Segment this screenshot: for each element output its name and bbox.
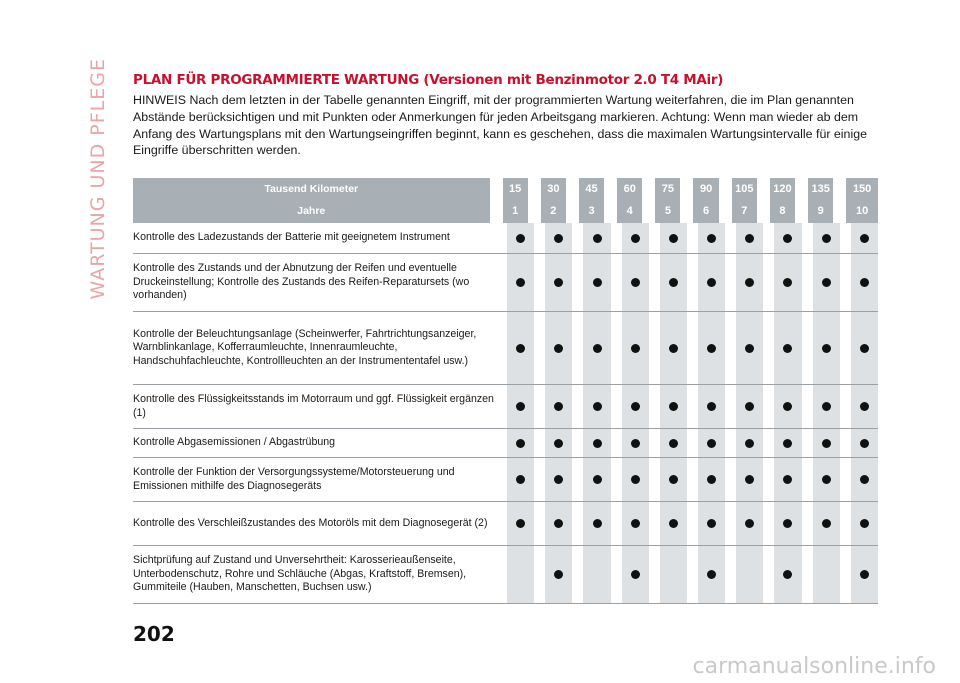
interval-cell xyxy=(534,546,572,604)
check-dot-icon xyxy=(516,344,525,353)
task-description: Kontrolle des Ladezustands der Batterie mit geeignetem Instrument xyxy=(133,223,496,254)
check-dot-icon xyxy=(669,519,678,528)
interval-year: 2 xyxy=(550,205,557,217)
interval-km: 45 xyxy=(585,183,598,195)
interval-column-shade xyxy=(813,254,840,311)
check-dot-icon xyxy=(745,439,754,448)
interval-column-shade xyxy=(622,502,649,545)
interval-cell xyxy=(649,429,687,458)
check-dot-icon xyxy=(593,234,602,243)
check-dot-icon xyxy=(860,475,869,484)
interval-cell xyxy=(534,458,572,502)
interval-column-shade xyxy=(851,546,878,603)
interval-year: 4 xyxy=(626,205,633,217)
interval-year: 5 xyxy=(664,205,671,217)
interval-column-shade xyxy=(545,546,572,603)
check-dot-icon xyxy=(516,519,525,528)
interval-column-shade xyxy=(851,312,878,384)
check-dot-icon xyxy=(593,402,602,411)
check-dot-icon xyxy=(631,439,640,448)
interval-header-3 xyxy=(572,178,610,223)
interval-header-1 xyxy=(496,178,534,223)
check-dot-icon xyxy=(593,475,602,484)
interval-column-shade xyxy=(622,312,649,384)
interval-cell xyxy=(725,458,763,502)
check-dot-icon xyxy=(707,402,716,411)
interval-cell xyxy=(840,385,878,429)
check-dot-icon xyxy=(554,475,563,484)
task-description: Sichtprüfung auf Zustand und Unversehrtheit: Karosserieaußenseite, Unterbodenschutz, Rohre und Schläuche (Abgas, Kraftstoff, Bremsen), Gummiteile (Hauben, Manschetten, Buchsen usw.) xyxy=(133,546,496,604)
check-dot-icon xyxy=(707,278,716,287)
interval-year: 6 xyxy=(703,205,710,217)
interval-column-shade xyxy=(774,254,801,311)
check-dot-icon xyxy=(860,519,869,528)
interval-cell xyxy=(572,254,610,312)
watermark: carmanualsonline.info xyxy=(692,654,936,679)
check-dot-icon xyxy=(516,402,525,411)
interval-cell xyxy=(802,254,840,312)
interval-column-shade xyxy=(736,458,763,501)
interval-cell xyxy=(763,458,801,502)
interval-year: 9 xyxy=(817,205,824,217)
interval-column-shade xyxy=(545,429,572,457)
interval-cell xyxy=(611,223,649,254)
interval-cell xyxy=(649,458,687,502)
interval-header-5 xyxy=(649,178,687,223)
interval-column-shade xyxy=(736,254,763,311)
interval-column-shade xyxy=(813,502,840,545)
interval-cell xyxy=(496,223,534,254)
interval-cell xyxy=(611,458,649,502)
check-dot-icon xyxy=(860,234,869,243)
check-dot-icon xyxy=(593,344,602,353)
interval-header-2 xyxy=(534,178,572,223)
interval-cell xyxy=(763,385,801,429)
interval-cell xyxy=(534,429,572,458)
interval-cell xyxy=(725,546,763,604)
interval-column-shade xyxy=(774,223,801,253)
check-dot-icon xyxy=(631,234,640,243)
interval-column-shade xyxy=(622,546,649,603)
interval-km: 15 xyxy=(509,183,522,195)
interval-column-shade xyxy=(660,254,687,311)
interval-cell xyxy=(802,429,840,458)
interval-header-7 xyxy=(725,178,763,223)
interval-cell xyxy=(840,312,878,385)
interval-cell xyxy=(572,502,610,546)
table-row xyxy=(133,254,878,312)
interval-cell xyxy=(687,502,725,546)
interval-cell xyxy=(496,546,534,604)
interval-cell xyxy=(725,254,763,312)
interval-column-shade xyxy=(622,385,649,428)
check-dot-icon xyxy=(631,475,640,484)
interval-cell xyxy=(572,223,610,254)
interval-cell xyxy=(763,312,801,385)
check-dot-icon xyxy=(745,278,754,287)
interval-header-10 xyxy=(840,178,878,223)
interval-column-shade xyxy=(545,502,572,545)
interval-km: 60 xyxy=(623,183,636,195)
interval-cell xyxy=(534,385,572,429)
interval-column-shade xyxy=(698,312,725,384)
interval-column-shade xyxy=(698,502,725,545)
check-dot-icon xyxy=(631,519,640,528)
check-dot-icon xyxy=(516,278,525,287)
interval-column-shade xyxy=(622,254,649,311)
interval-column-shade xyxy=(813,458,840,501)
interval-column-shade xyxy=(622,458,649,501)
check-dot-icon xyxy=(631,278,640,287)
interval-cell xyxy=(611,546,649,604)
table-row xyxy=(133,429,878,458)
interval-column-shade xyxy=(698,385,725,428)
check-dot-icon xyxy=(783,475,792,484)
check-dot-icon xyxy=(745,402,754,411)
interval-cell xyxy=(611,502,649,546)
interval-column-shade xyxy=(851,429,878,457)
interval-cell xyxy=(572,429,610,458)
interval-column-shade xyxy=(622,429,649,457)
interval-cell xyxy=(572,312,610,385)
interval-cell xyxy=(802,385,840,429)
interval-column-shade xyxy=(660,223,687,253)
interval-cell xyxy=(534,502,572,546)
check-dot-icon xyxy=(669,234,678,243)
interval-column-shade xyxy=(698,458,725,501)
check-dot-icon xyxy=(822,278,831,287)
interval-column-shade xyxy=(622,223,649,253)
interval-cell xyxy=(840,546,878,604)
check-dot-icon xyxy=(783,234,792,243)
interval-cell xyxy=(725,312,763,385)
interval-column-shade xyxy=(507,502,534,545)
check-dot-icon xyxy=(631,344,640,353)
interval-cell xyxy=(802,458,840,502)
interval-column-shade xyxy=(736,502,763,545)
interval-cell xyxy=(534,312,572,385)
interval-cell xyxy=(534,223,572,254)
task-description: Kontrolle der Beleuchtungsanlage (Scheinwerfer, Fahrtrichtungsanzeiger, Warnblinkanlage, Kofferraumleuchte, Innenraumleuchte, Handschuhfachleuchte, Kontrollleuchten an der Instrumententafel usw.) xyxy=(133,312,496,385)
check-dot-icon xyxy=(783,439,792,448)
interval-column-shade xyxy=(698,546,725,603)
section-side-title xyxy=(78,60,118,300)
interval-cell xyxy=(572,458,610,502)
interval-year: 3 xyxy=(588,205,595,217)
check-dot-icon xyxy=(745,344,754,353)
check-dot-icon xyxy=(593,439,602,448)
interval-column-shade xyxy=(774,385,801,428)
interval-column-shade xyxy=(660,312,687,384)
interval-cell xyxy=(687,254,725,312)
interval-column-shade xyxy=(507,312,534,384)
interval-km: 150 xyxy=(852,183,872,195)
interval-column-shade xyxy=(583,385,610,428)
interval-column-shade xyxy=(545,385,572,428)
interval-column-shade xyxy=(660,385,687,428)
interval-header-9 xyxy=(802,178,840,223)
interval-column-shade xyxy=(736,429,763,457)
interval-cell xyxy=(649,385,687,429)
interval-column-shade xyxy=(851,458,878,501)
interval-column-shade xyxy=(851,385,878,428)
interval-km: 75 xyxy=(661,183,675,195)
check-dot-icon xyxy=(860,570,869,579)
interval-column-shade xyxy=(583,502,610,545)
interval-cell xyxy=(611,429,649,458)
interval-column-shade xyxy=(507,429,534,457)
interval-cell xyxy=(763,254,801,312)
check-dot-icon xyxy=(822,402,831,411)
check-dot-icon xyxy=(745,234,754,243)
check-dot-icon xyxy=(593,519,602,528)
check-dot-icon xyxy=(783,402,792,411)
interval-column-shade xyxy=(660,429,687,457)
header-label-cell xyxy=(133,178,496,223)
interval-km: 120 xyxy=(773,183,792,195)
interval-cell xyxy=(687,223,725,254)
check-dot-icon xyxy=(554,570,563,579)
check-dot-icon xyxy=(707,234,716,243)
table-row xyxy=(133,223,878,254)
interval-header-6 xyxy=(687,178,725,223)
interval-column-shade xyxy=(813,223,840,253)
check-dot-icon xyxy=(631,570,640,579)
table-header-row xyxy=(133,178,878,223)
interval-column-shade xyxy=(698,223,725,253)
interval-cell xyxy=(496,458,534,502)
table-row xyxy=(133,502,878,546)
interval-cell xyxy=(725,223,763,254)
interval-column-shade xyxy=(583,429,610,457)
check-dot-icon xyxy=(516,234,525,243)
interval-column-shade xyxy=(545,254,572,311)
interval-header-4 xyxy=(611,178,649,223)
interval-cell xyxy=(572,385,610,429)
interval-cell xyxy=(496,429,534,458)
interval-cell xyxy=(496,385,534,429)
interval-cell xyxy=(763,546,801,604)
interval-cell xyxy=(725,429,763,458)
interval-column-shade xyxy=(660,458,687,501)
interval-column-shade xyxy=(774,546,801,603)
interval-column-shade xyxy=(507,546,534,603)
check-dot-icon xyxy=(669,402,678,411)
interval-column-shade xyxy=(813,312,840,384)
task-description: Kontrolle Abgasemissionen / Abgastrübung xyxy=(133,429,496,458)
check-dot-icon xyxy=(822,519,831,528)
interval-cell xyxy=(649,546,687,604)
interval-cell xyxy=(840,254,878,312)
interval-cell xyxy=(687,385,725,429)
interval-column-shade xyxy=(736,223,763,253)
check-dot-icon xyxy=(707,570,716,579)
interval-column-shade xyxy=(660,546,687,603)
maintenance-table xyxy=(133,178,878,604)
page-title: PLAN FÜR PROGRAMMIERTE WARTUNG (Versionen mit Benzinmotor 2.0 T4 MAir) xyxy=(133,72,724,88)
interval-column-shade xyxy=(851,254,878,311)
task-description: Kontrolle des Verschleißzustandes des Motoröls mit dem Diagnosegerät (2) xyxy=(133,502,496,546)
interval-cell xyxy=(649,254,687,312)
section-side-title-text: WARTUNG UND PFLEGE xyxy=(87,58,109,300)
interval-cell xyxy=(840,429,878,458)
check-dot-icon xyxy=(593,278,602,287)
check-dot-icon xyxy=(860,344,869,353)
interval-year: 10 xyxy=(855,205,869,217)
interval-cell xyxy=(763,502,801,546)
check-dot-icon xyxy=(554,278,563,287)
interval-km: 90 xyxy=(699,183,713,195)
interval-column-shade xyxy=(736,546,763,603)
interval-column-shade xyxy=(813,429,840,457)
check-dot-icon xyxy=(631,402,640,411)
interval-column-shade xyxy=(507,458,534,501)
interval-column-shade xyxy=(545,312,572,384)
check-dot-icon xyxy=(554,439,563,448)
interval-cell xyxy=(802,502,840,546)
check-dot-icon xyxy=(783,570,792,579)
interval-cell xyxy=(649,223,687,254)
interval-column-shade xyxy=(736,312,763,384)
interval-cell xyxy=(802,312,840,385)
check-dot-icon xyxy=(822,475,831,484)
interval-cell xyxy=(802,546,840,604)
header-km-label: Tausend Kilometer xyxy=(264,183,359,195)
interval-cell xyxy=(763,429,801,458)
task-description: Kontrolle des Zustands und der Abnutzung der Reifen und eventuelle Druckeinstellung; Kontrolle des Zustands des Reifen-Reparatursets (wo vorhanden) xyxy=(133,254,496,312)
table-row xyxy=(133,546,878,604)
interval-column-shade xyxy=(583,546,610,603)
task-description: Kontrolle des Flüssigkeitsstands im Motorraum und ggf. Flüssigkeit ergänzen (1) xyxy=(133,385,496,429)
interval-column-shade xyxy=(583,223,610,253)
interval-cell xyxy=(840,502,878,546)
check-dot-icon xyxy=(783,344,792,353)
interval-cell xyxy=(572,546,610,604)
interval-cell xyxy=(725,502,763,546)
interval-column-shade xyxy=(507,223,534,253)
check-dot-icon xyxy=(707,439,716,448)
check-dot-icon xyxy=(822,439,831,448)
interval-cell xyxy=(496,502,534,546)
task-description: Kontrolle der Funktion der Versorgungssysteme/Motorsteuerung und Emissionen mithilfe des Diagnosegeräts xyxy=(133,458,496,502)
check-dot-icon xyxy=(860,278,869,287)
check-dot-icon xyxy=(707,475,716,484)
interval-column-shade xyxy=(583,458,610,501)
interval-column-shade xyxy=(774,502,801,545)
check-dot-icon xyxy=(516,475,525,484)
interval-cell xyxy=(611,312,649,385)
check-dot-icon xyxy=(822,344,831,353)
interval-column-shade xyxy=(507,385,534,428)
check-dot-icon xyxy=(783,519,792,528)
check-dot-icon xyxy=(554,402,563,411)
interval-cell xyxy=(534,254,572,312)
content xyxy=(133,72,878,159)
interval-year: 7 xyxy=(741,205,748,217)
interval-km: 30 xyxy=(547,183,560,195)
table-row xyxy=(133,312,878,385)
check-dot-icon xyxy=(669,344,678,353)
interval-column-shade xyxy=(545,458,572,501)
check-dot-icon xyxy=(669,439,678,448)
check-dot-icon xyxy=(707,519,716,528)
check-dot-icon xyxy=(860,402,869,411)
interval-cell xyxy=(687,458,725,502)
check-dot-icon xyxy=(554,519,563,528)
interval-cell xyxy=(611,254,649,312)
check-dot-icon xyxy=(745,475,754,484)
interval-column-shade xyxy=(774,312,801,384)
interval-column-shade xyxy=(813,546,840,603)
interval-column-shade xyxy=(813,385,840,428)
interval-cell xyxy=(687,546,725,604)
interval-column-shade xyxy=(698,429,725,457)
interval-column-shade xyxy=(583,312,610,384)
check-dot-icon xyxy=(783,278,792,287)
interval-cell xyxy=(840,458,878,502)
interval-column-shade xyxy=(851,502,878,545)
interval-cell xyxy=(725,385,763,429)
check-dot-icon xyxy=(554,344,563,353)
check-dot-icon xyxy=(669,475,678,484)
check-dot-icon xyxy=(707,344,716,353)
check-dot-icon xyxy=(860,439,869,448)
page-number: 202 xyxy=(133,622,175,646)
interval-cell xyxy=(649,502,687,546)
interval-header-8 xyxy=(763,178,801,223)
table-row xyxy=(133,458,878,502)
interval-column-shade xyxy=(698,254,725,311)
check-dot-icon xyxy=(822,234,831,243)
interval-cell xyxy=(649,312,687,385)
interval-column-shade xyxy=(545,223,572,253)
note-text: HINWEIS Nach dem letzten in der Tabelle genannten Eingriff, mit der programmierten Wartung weiterfahren, die im Plan genannten Abstände berücksichtigen und mit Punkten oder Anmerkungen für jeden Arbeitsgang markieren. Achtung: Wenn man wieder ab dem Anfang des Wartungsplans mit den Wartungseingriffen beginnt, kann es geschehen, dass die maximalen Wartungsintervalle für einige Eingriffe überschritten werden. xyxy=(133,93,867,158)
interval-cell xyxy=(840,223,878,254)
interval-cell xyxy=(611,385,649,429)
interval-cell xyxy=(496,254,534,312)
check-dot-icon xyxy=(745,519,754,528)
interval-cell xyxy=(496,312,534,385)
interval-km: 135 xyxy=(811,183,830,195)
header-years-label: Jahre xyxy=(297,205,326,217)
interval-year: 1 xyxy=(512,205,519,217)
table-body xyxy=(133,223,878,604)
interval-cell xyxy=(687,429,725,458)
interval-cell xyxy=(802,223,840,254)
interval-column-shade xyxy=(774,429,801,457)
interval-column-shade xyxy=(736,385,763,428)
interval-column-shade xyxy=(507,254,534,311)
interval-column-shade xyxy=(851,223,878,253)
interval-column-shade xyxy=(660,502,687,545)
interval-cell xyxy=(687,312,725,385)
table-row xyxy=(133,385,878,429)
check-dot-icon xyxy=(516,439,525,448)
interval-km: 105 xyxy=(735,183,754,195)
interval-column-shade xyxy=(583,254,610,311)
interval-year: 8 xyxy=(779,205,786,217)
check-dot-icon xyxy=(669,278,678,287)
interval-cell xyxy=(763,223,801,254)
check-dot-icon xyxy=(554,234,563,243)
interval-column-shade xyxy=(774,458,801,501)
